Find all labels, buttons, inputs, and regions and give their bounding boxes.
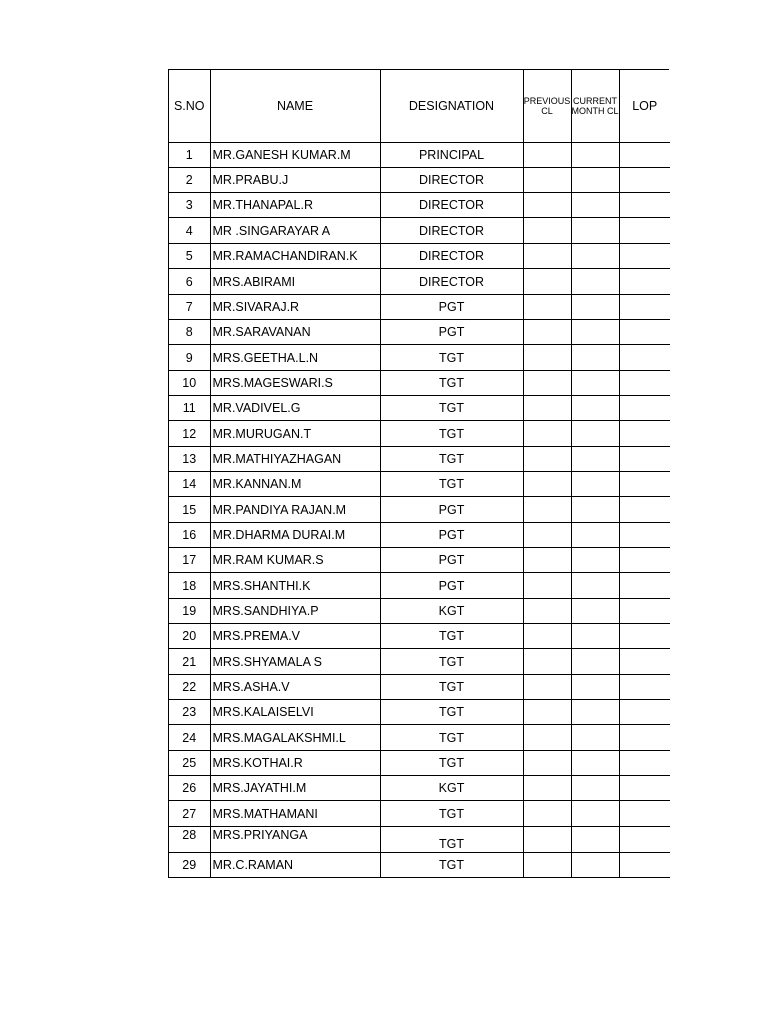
previous-cl-cell[interactable]	[523, 320, 571, 345]
sno-cell: 17	[169, 548, 210, 573]
name-cell: MR.RAMACHANDIRAN.K	[210, 244, 380, 269]
current-month-cl-cell[interactable]	[571, 801, 619, 827]
sno-cell: 27	[169, 801, 210, 827]
sno-cell: 14	[169, 472, 210, 497]
table-row	[169, 548, 670, 573]
lop-cell[interactable]	[619, 421, 670, 447]
sno-cell: 11	[169, 396, 210, 421]
lop-cell[interactable]	[619, 853, 670, 878]
designation-cell: TGT	[380, 700, 523, 725]
designation-cell: TGT	[380, 624, 523, 649]
name-cell: MRS.SHYAMALA S	[210, 649, 380, 675]
table-body	[169, 143, 670, 878]
sno-cell: 22	[169, 675, 210, 700]
previous-cl-cell[interactable]	[523, 345, 571, 371]
lop-cell[interactable]	[619, 320, 670, 345]
table-row	[169, 801, 670, 827]
table-row	[169, 244, 670, 269]
sno-cell: 10	[169, 371, 210, 396]
current-month-cl-cell[interactable]	[571, 244, 619, 269]
designation-cell: TGT	[380, 649, 523, 675]
previous-cl-cell[interactable]	[523, 143, 571, 168]
designation-cell: DIRECTOR	[380, 244, 523, 269]
previous-cl-cell[interactable]	[523, 776, 571, 801]
previous-cl-cell[interactable]	[523, 269, 571, 295]
name-cell: MR.SIVARAJ.R	[210, 295, 380, 320]
current-month-cl-cell[interactable]	[571, 371, 619, 396]
lop-cell[interactable]	[619, 700, 670, 725]
staff-leave-table	[169, 70, 670, 878]
sno-cell: 21	[169, 649, 210, 675]
name-cell: MRS.JAYATHI.M	[210, 776, 380, 801]
lop-cell[interactable]	[619, 599, 670, 624]
current-month-cl-cell[interactable]	[571, 396, 619, 421]
lop-cell[interactable]	[619, 497, 670, 523]
sno-cell: 9	[169, 345, 210, 371]
sno-cell: 4	[169, 218, 210, 244]
name-cell: MRS.ASHA.V	[210, 675, 380, 700]
name-cell: MRS.KOTHAI.R	[210, 751, 380, 776]
sno-cell: 28	[169, 827, 210, 853]
lop-cell[interactable]	[619, 573, 670, 599]
lop-cell[interactable]	[619, 523, 670, 548]
previous-cl-cell[interactable]	[523, 624, 571, 649]
table-row	[169, 700, 670, 725]
designation-cell: DIRECTOR	[380, 218, 523, 244]
name-cell: MRS.PREMA.V	[210, 624, 380, 649]
designation-cell: DIRECTOR	[380, 269, 523, 295]
table-row	[169, 320, 670, 345]
table-row	[169, 675, 670, 700]
current-month-cl-cell[interactable]	[571, 700, 619, 725]
table-row	[169, 143, 670, 168]
previous-cl-cell[interactable]	[523, 472, 571, 497]
name-cell: MRS.SANDHIYA.P	[210, 599, 380, 624]
designation-cell: TGT	[380, 827, 523, 853]
name-cell: MRS.SHANTHI.K	[210, 573, 380, 599]
current-month-cl-cell[interactable]	[571, 218, 619, 244]
name-cell: MR.SARAVANAN	[210, 320, 380, 345]
name-cell: MRS.GEETHA.L.N	[210, 345, 380, 371]
lop-cell[interactable]	[619, 751, 670, 776]
current-month-cl-cell[interactable]	[571, 548, 619, 573]
current-month-cl-cell[interactable]	[571, 447, 619, 472]
lop-cell[interactable]	[619, 649, 670, 675]
designation-cell: KGT	[380, 599, 523, 624]
name-cell: MR.THANAPAL.R	[210, 193, 380, 218]
header-designation: DESIGNATION	[380, 70, 523, 143]
lop-cell[interactable]	[619, 193, 670, 218]
header-sno: S.NO	[169, 70, 210, 143]
designation-cell: PGT	[380, 523, 523, 548]
name-cell: MR.MURUGAN.T	[210, 421, 380, 447]
table-row	[169, 649, 670, 675]
table-row	[169, 523, 670, 548]
header-previous-cl: PREVIOUS CL	[523, 70, 571, 143]
lop-cell[interactable]	[619, 725, 670, 751]
sno-cell: 29	[169, 853, 210, 878]
previous-cl-cell[interactable]	[523, 523, 571, 548]
previous-cl-cell[interactable]	[523, 497, 571, 523]
header-row	[169, 70, 670, 143]
table-row	[169, 624, 670, 649]
current-month-cl-cell[interactable]	[571, 599, 619, 624]
lop-cell[interactable]	[619, 218, 670, 244]
lop-cell[interactable]	[619, 472, 670, 497]
table-row	[169, 827, 670, 853]
current-month-cl-cell[interactable]	[571, 853, 619, 878]
table-row	[169, 599, 670, 624]
current-month-cl-cell[interactable]	[571, 295, 619, 320]
name-cell: MR.RAM KUMAR.S	[210, 548, 380, 573]
designation-cell: TGT	[380, 853, 523, 878]
table-row	[169, 421, 670, 447]
sno-cell: 19	[169, 599, 210, 624]
previous-cl-cell[interactable]	[523, 295, 571, 320]
previous-cl-cell[interactable]	[523, 244, 571, 269]
previous-cl-cell[interactable]	[523, 573, 571, 599]
name-cell: MR.PRABU.J	[210, 168, 380, 193]
previous-cl-cell[interactable]	[523, 700, 571, 725]
current-month-cl-cell[interactable]	[571, 143, 619, 168]
designation-cell: PGT	[380, 295, 523, 320]
name-cell: MRS.MAGESWARI.S	[210, 371, 380, 396]
previous-cl-cell[interactable]	[523, 548, 571, 573]
header-name: NAME	[210, 70, 380, 143]
lop-cell[interactable]	[619, 168, 670, 193]
current-month-cl-cell[interactable]	[571, 345, 619, 371]
lop-cell[interactable]	[619, 396, 670, 421]
previous-cl-cell[interactable]	[523, 801, 571, 827]
lop-cell[interactable]	[619, 371, 670, 396]
previous-cl-cell[interactable]	[523, 649, 571, 675]
table-row	[169, 725, 670, 751]
current-month-cl-cell[interactable]	[571, 827, 619, 853]
previous-cl-cell[interactable]	[523, 827, 571, 853]
current-month-cl-cell[interactable]	[571, 725, 619, 751]
sno-cell: 15	[169, 497, 210, 523]
name-cell: MR.KANNAN.M	[210, 472, 380, 497]
name-cell: MR .SINGARAYAR A	[210, 218, 380, 244]
previous-cl-cell[interactable]	[523, 447, 571, 472]
table-row	[169, 168, 670, 193]
designation-cell: TGT	[380, 396, 523, 421]
table-row	[169, 853, 670, 878]
designation-cell: TGT	[380, 675, 523, 700]
current-month-cl-cell[interactable]	[571, 675, 619, 700]
previous-cl-cell[interactable]	[523, 599, 571, 624]
designation-cell: TGT	[380, 421, 523, 447]
lop-cell[interactable]	[619, 244, 670, 269]
designation-cell: PRINCIPAL	[380, 143, 523, 168]
current-month-cl-cell[interactable]	[571, 168, 619, 193]
current-month-cl-cell[interactable]	[571, 573, 619, 599]
lop-cell[interactable]	[619, 801, 670, 827]
sno-cell: 8	[169, 320, 210, 345]
current-month-cl-cell[interactable]	[571, 523, 619, 548]
table-row	[169, 345, 670, 371]
current-month-cl-cell[interactable]	[571, 320, 619, 345]
name-cell: MRS.MATHAMANI	[210, 801, 380, 827]
sno-cell: 24	[169, 725, 210, 751]
designation-cell: TGT	[380, 725, 523, 751]
designation-cell: PGT	[380, 573, 523, 599]
previous-cl-cell[interactable]	[523, 421, 571, 447]
sno-cell: 3	[169, 193, 210, 218]
lop-cell[interactable]	[619, 269, 670, 295]
lop-cell[interactable]	[619, 624, 670, 649]
name-cell: MR.PANDIYA RAJAN.M	[210, 497, 380, 523]
previous-cl-cell[interactable]	[523, 371, 571, 396]
current-month-cl-cell[interactable]	[571, 624, 619, 649]
sno-cell: 26	[169, 776, 210, 801]
sno-cell: 16	[169, 523, 210, 548]
current-month-cl-cell[interactable]	[571, 649, 619, 675]
sno-cell: 20	[169, 624, 210, 649]
sno-cell: 7	[169, 295, 210, 320]
lop-cell[interactable]	[619, 776, 670, 801]
previous-cl-cell[interactable]	[523, 675, 571, 700]
current-month-cl-cell[interactable]	[571, 472, 619, 497]
table-row	[169, 218, 670, 244]
current-month-cl-cell[interactable]	[571, 269, 619, 295]
designation-cell: DIRECTOR	[380, 168, 523, 193]
previous-cl-cell[interactable]	[523, 168, 571, 193]
designation-cell: TGT	[380, 447, 523, 472]
previous-cl-cell[interactable]	[523, 193, 571, 218]
staff-leave-sheet	[168, 69, 669, 878]
designation-cell: TGT	[380, 472, 523, 497]
lop-cell[interactable]	[619, 675, 670, 700]
header-current-month-cl: CURRENT MONTH CL	[571, 70, 619, 143]
name-cell: MRS.PRIYANGA	[210, 827, 380, 853]
designation-cell: PGT	[380, 548, 523, 573]
name-cell: MR.C.RAMAN	[210, 853, 380, 878]
designation-cell: PGT	[380, 320, 523, 345]
current-month-cl-cell[interactable]	[571, 421, 619, 447]
designation-cell: DIRECTOR	[380, 193, 523, 218]
table-row	[169, 751, 670, 776]
lop-cell[interactable]	[619, 447, 670, 472]
lop-cell[interactable]	[619, 143, 670, 168]
table-row	[169, 472, 670, 497]
lop-cell[interactable]	[619, 345, 670, 371]
lop-cell[interactable]	[619, 295, 670, 320]
name-cell: MR.DHARMA DURAI.M	[210, 523, 380, 548]
table-row	[169, 396, 670, 421]
previous-cl-cell[interactable]	[523, 396, 571, 421]
name-cell: MR.MATHIYAZHAGAN	[210, 447, 380, 472]
table-row	[169, 573, 670, 599]
table-row	[169, 497, 670, 523]
name-cell: MRS.KALAISELVI	[210, 700, 380, 725]
designation-cell: TGT	[380, 371, 523, 396]
designation-cell: TGT	[380, 751, 523, 776]
sno-cell: 13	[169, 447, 210, 472]
lop-cell[interactable]	[619, 827, 670, 853]
sno-cell: 23	[169, 700, 210, 725]
sno-cell: 5	[169, 244, 210, 269]
name-cell: MR.VADIVEL.G	[210, 396, 380, 421]
sno-cell: 6	[169, 269, 210, 295]
name-cell: MR.GANESH KUMAR.M	[210, 143, 380, 168]
current-month-cl-cell[interactable]	[571, 751, 619, 776]
previous-cl-cell[interactable]	[523, 725, 571, 751]
header-lop: LOP	[619, 70, 670, 143]
designation-cell: TGT	[380, 801, 523, 827]
designation-cell: KGT	[380, 776, 523, 801]
name-cell: MRS.ABIRAMI	[210, 269, 380, 295]
sno-cell: 12	[169, 421, 210, 447]
current-month-cl-cell[interactable]	[571, 497, 619, 523]
previous-cl-cell[interactable]	[523, 218, 571, 244]
sno-cell: 18	[169, 573, 210, 599]
previous-cl-cell[interactable]	[523, 853, 571, 878]
sno-cell: 2	[169, 168, 210, 193]
designation-cell: TGT	[380, 345, 523, 371]
table-row	[169, 193, 670, 218]
table-row	[169, 295, 670, 320]
table-row	[169, 776, 670, 801]
lop-cell[interactable]	[619, 548, 670, 573]
table-row	[169, 447, 670, 472]
table-row	[169, 269, 670, 295]
current-month-cl-cell[interactable]	[571, 193, 619, 218]
current-month-cl-cell[interactable]	[571, 776, 619, 801]
name-cell: MRS.MAGALAKSHMI.L	[210, 725, 380, 751]
sno-cell: 25	[169, 751, 210, 776]
designation-cell: PGT	[380, 497, 523, 523]
previous-cl-cell[interactable]	[523, 751, 571, 776]
sno-cell: 1	[169, 143, 210, 168]
table-row	[169, 371, 670, 396]
